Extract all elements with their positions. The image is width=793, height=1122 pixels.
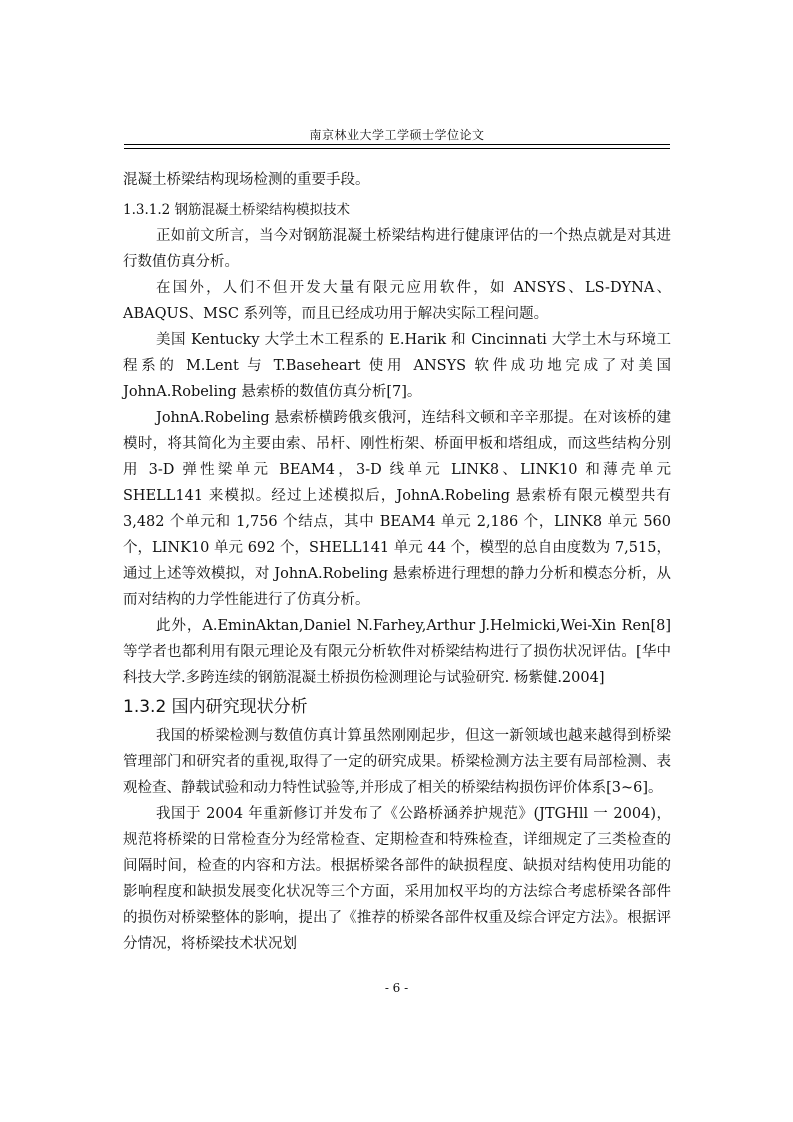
page-number: - 6 - xyxy=(384,981,409,995)
paragraph: 美国 Kentucky 大学土木工程系的 E.Harik 和 Cincinnati 大学土木与环境工程系的 M.Lent 与 T.Baseheart 使用 ANSYS 软件成功地完成了对美国 JohnA.Robeling 悬索桥的数值仿真分析[7]。 xyxy=(123,332,671,400)
paragraph: 此外，A.EminAktan,Daniel N.Farhey,Arthur J.Helmicki,Wei-Xin Ren[8]等学者也都利用有限元理论及有限元分析软件对桥梁结构进行了损伤状况评估。[华中科技大学.多跨连续的钢筋混凝土桥损伤检测理论与试验研究. 杨紫健.2004] xyxy=(123,618,671,686)
header-rule-thick xyxy=(124,144,670,145)
running-header: 南京林业大学工学硕士学位论文 xyxy=(309,128,485,142)
paragraph: 正如前文所言，当今对钢筋混凝土桥梁结构进行健康评估的一个热点就是对其进行数值仿真分析。 xyxy=(123,228,671,270)
page-body xyxy=(123,167,671,957)
subsection-heading: 1.3.1.2 钢筋混凝土桥梁结构模拟技术 xyxy=(123,202,351,218)
paragraph: 我国的桥梁检测与数值仿真计算虽然刚刚起步，但这一新领域也越来越得到桥梁管理部门和研究者的重视,取得了一定的研究成果。桥梁检测方法主要有局部检测、表观检查、静载试验和动力特性试验等,并形成了相关的桥梁结构损伤评价体系[3~6]。 xyxy=(123,728,671,796)
section-heading: 1.3.2 国内研究现状分析 xyxy=(123,697,308,717)
header-rule-thin xyxy=(124,148,670,149)
paragraph-continuation: 混凝土桥梁结构现场检测的重要手段。 xyxy=(123,172,370,188)
paragraph: 在国外，人们不但开发大量有限元应用软件，如 ANSYS、LS-DYNA、ABAQUS、MSC 系列等，而且已经成功用于解决实际工程问题。 xyxy=(123,280,671,322)
paragraph: 我国于 2004 年重新修订并发布了《公路桥涵养护规范》(JTGHll 一 2004)，规范将桥梁的日常检查分为经常检查、定期检查和特殊检查，详细规定了三类检查的间隔时间，检查的内容和方法。根据桥梁各部件的缺损程度、缺损对结构使用功能的影响程度和缺损发展变化状况等三个方面，采用加权平均的方法综合考虑桥梁各部件的损伤对桥梁整体的影响，提出了《推荐的桥梁各部件权重及综合评定方法》。根据评分情况，将桥梁技术状况划 xyxy=(123,806,671,952)
paragraph: JohnA.Robeling 悬索桥横跨俄亥俄河，连结科文顿和辛辛那提。在对该桥的建模时，将其简化为主要由索、吊杆、刚性桁架、桥面甲板和塔组成，而这些结构分别用 3-D 弹性梁单元 BEAM4，3-D 线单元 LINK8、LINK10 和薄壳单元 SHELL141 来模拟。经过上述模拟后，JohnA.Robeling 悬索桥有限元模型共有 3,482 个单元和 1,756 个结点，其中 BEAM4 单元 2,186 个，LINK8 单元 560 个，LINK10 单元 692 个，SHELL141 单元 44 个，模型的总自由度数为 7,515，通过上述等效模拟，对 JohnA.Robeling 悬索桥进行理想的静力分析和模态分析，从而对结构的力学性能进行了仿真分析。 xyxy=(123,410,671,608)
